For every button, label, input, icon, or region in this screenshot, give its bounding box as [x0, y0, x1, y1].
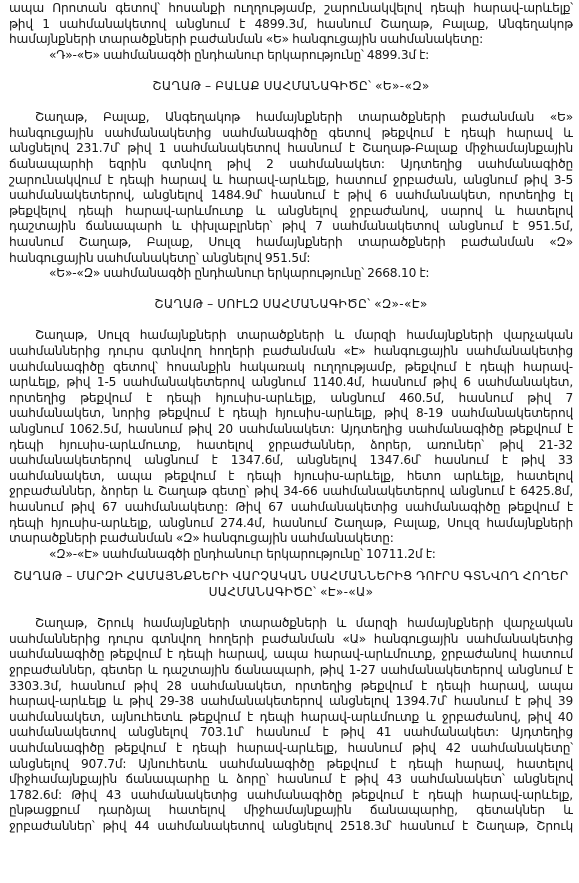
segment-total-line: «Ե»-«Զ» սահմանագծի ընդհանուր երկարությունը՝ 2668.10 է:: [49, 266, 430, 281]
text-line: համայնքների տարածքների բաժանման «Ե» հանգուցային սահմանակետը:: [9, 32, 484, 47]
text-line: արևելք, թիվ 1-5 սահմանակետերով անցնում 1140.4մ, հասնում թիվ 6 սահմանակետ,: [9, 375, 573, 390]
text-line: ջրբաժաններ, գետեր և դաշտային ճանապարհ, թիվ 1-27 սահմանակետերով անցնում է: [9, 662, 573, 677]
section-heading: ՇԱՂԱԹ – ՄԱՐԶԻ ՀԱՄԱՅՆՔՆԵՐԻ ՎԱՐՉԱԿԱՆ ՍԱՀՄԱՆՆԵՐԻՑ ԴՈՒՐՍ ԳՏՆՎՈՂ ՀՈՂԵՐ: [13, 569, 569, 584]
document-body: [9, 1, 573, 834]
text-line: սահմանակետ, նորից թեքվում է դեպի հյուսիս-արևելք, թիվ 8-19 սահմանակետերով: [9, 406, 573, 421]
text-line: շարունակվում է դեպի հարավ և հարավ-արևելք, հատում ջրբաժան, անցնում թիվ 3-5: [9, 172, 573, 187]
text-line: սահմանակետերով, անցնելով 1484.9մ՝ հասնում է թիվ 6 սահմանակետ, որտեղից էլ: [9, 188, 573, 203]
text-line: Շաղաթ, Բալաք, Անգեղակոթ համայնքների տարածքների բաժանման «Ե»: [35, 110, 573, 125]
text-line: ջրբաժաններ, ձորեր և Շաղաթ գետը՝ թիվ 34-66 սահմանակետերով անցնում է 6425.8մ,: [9, 484, 573, 499]
segment-total-line: «Զ»-«Է» սահմանագծի ընդհանուր երկարությունը՝ 10711.2մ է:: [49, 546, 436, 561]
text-line: ընթացքում դարձյալ հատելով միջհամայնքային ճանապարհը, գետակներ և: [9, 803, 573, 818]
text-line: որտեղից թեքվում է դեպի հյուսիս-արևելք, անցնում 460.5մ, հասնում թիվ 7: [9, 390, 573, 405]
section-heading: ՇԱՂԱԹ – ՍՈՒԼԶ ՍԱՀՄԱՆԱԳԻԾԸ՝ «Զ»-«Է»: [154, 297, 428, 312]
text-line: անցնելով 231.7մ՝ թիվ 1 սահմանակետով հասնում է Շաղաթ-Բալաք միջհամայնքային: [9, 141, 573, 156]
text-line: 1782.6մ: Թիվ 43 սահմանակետից սահմանագիծը թեքվում է դեպի հարավ-արևելք,: [9, 787, 573, 802]
text-line: սահմաններից դուրս գտնվող հողերի բաժանման «Ա» հանգուցային սահմանակետից: [9, 631, 573, 646]
section-heading-line-2: ՍԱՀՄԱՆԱԳԻԾԸ՝ «Է»-«Ա»: [208, 584, 374, 599]
text-line: ջրբաժաններ՝ թիվ 44 սահմանակետով անցնելով 2518.3մ՝ հասնում է Շաղաթ, Շրուկ: [9, 818, 573, 833]
text-line: թեքվելով դեպի հարավ-արևմուտք և անցնելով ջրբաժանով, սարով և հատելով: [9, 203, 573, 218]
text-line: Շաղաթ, Սուլզ համայնքների տարածքների և մարզի համայնքների վարչական: [35, 328, 573, 343]
text-line: սահմանակետերով անցնում է 1347.6մ, անցնելով 1347.6մ՝ հասնում է թիվ 33: [9, 453, 573, 468]
segment-total-line: «Դ»-«Ե» սահմանագծի ընդհանուր երկարությունը՝ 4899.3մ է:: [49, 47, 430, 62]
text-line: սահմանագիծը թեքվում է դեպի հարավ, ապա հարավ-արևմուտք, ջրբաժանով հատում: [9, 647, 573, 662]
text-line: ճանապարհի եզրին գտնվող թիվ 2 սահմանակետ: Այդտեղից սահմանագիծը: [9, 156, 573, 171]
text-line: հանգուցային սահմանակետը՝ անցնելով 951.5մ:: [9, 250, 311, 265]
text-line: հանգուցային սահմանակետից սահմանագիծը գետով թեքվում է դեպի հարավ և: [9, 125, 573, 140]
text-line: միջհամայնքային ճանապարհը և ձորը՝ հասնում է թիվ 43 սահմանակետ՝ անցնելով: [9, 772, 573, 787]
text-line: դեպի հյուսիս-արևմուտք, հատելով ջրբաժաններ, ձորեր, առուներ՝ թիվ 21-32: [9, 437, 573, 452]
text-line: անցնելով 907.7մ: Այնուհետև սահմանագիծը թեքվում է դեպի հարավ, հատելով: [9, 756, 573, 771]
text-line: սահմանագիծը գետով՝ հոսանքին հակառակ ուղղությամբ, թեքվում է դեպի հարավ-: [9, 359, 573, 374]
text-line: սահմանագիծը թեքվում է դեպի հարավ-արևելք, հասնում թիվ 42 սահմանակետը՝: [9, 740, 573, 755]
text-line: հասնում Շաղաթ, Բալաք, Սուլզ համայնքների տարածքների բաժանման «Զ»: [9, 234, 573, 249]
text-line: սահմանակետով անցնելով 703.1մ՝ հասնում է թիվ 41 սահմանակետ: Այդտեղից: [9, 725, 573, 740]
text-line: 3303.3մ, հասնում թիվ 28 սահմանակետ, որտեղից թեքվում է դեպի հարավ, ապա: [9, 678, 573, 693]
text-line: դեպի հյուսիս-արևելք, անցնում 274.4մ, հասնում Շաղաթ, Բալաք, Սուլզ համայնքների: [9, 515, 573, 530]
text-line: անցնում 1062.5մ, հասնում թիվ 20 սահմանակետ: Այդտեղից սահմանագիծը թեքվում է: [9, 422, 573, 437]
text-line: Շաղաթ, Շրուկ համայնքների տարածքների և մարզի համայնքների վարչական: [35, 616, 573, 631]
text-line: սահմանակետ, այնուհետև թեքվում է դեպի հարավ-արևմուտք և ջրբաժանով, թիվ 40: [9, 709, 573, 724]
text-line: թիվ 1 սահմանակետով անցնում է 4899.3մ, հասնում Շաղաթ, Բալաք, Անգեղակոթ: [9, 16, 573, 31]
text-line: հարավ-արևելք և թիվ 29-38 սահմանակետերով անցնելով 1394.7մ՝ հասնում է թիվ 39: [9, 694, 573, 709]
text-line: տարածքների բաժանման «Զ» հանգուցային սահմանակետը:: [9, 531, 394, 546]
section-heading: ՇԱՂԱԹ – ԲԱԼԱՔ ՍԱՀՄԱՆԱԳԻԾԸ՝ «Ե»-«Զ»: [152, 78, 430, 93]
text-line: հասնում թիվ 67 սահմանակետը: Թիվ 67 սահմանակետից սահմանագիծը թեքվում է: [9, 500, 573, 514]
text-line: սահմաններից դուրս գտնվող հողերի բաժանման «Է» հանգուցային սահմանակետից: [9, 344, 573, 359]
text-line: դաշտային ճանապարհ և փխլաբլրներ՝ թիվ 7 սահմանակետով անցնում է 951.5մ,: [9, 219, 573, 234]
text-line: սահմանակետ, ապա թեքվում է դեպի հյուսիս-արևելք, հետո արևելք, հատելով: [9, 468, 573, 483]
text-line: ապա Որոտան գետով՝ հոսանքի ուղղությամբ, շարունակվելով դեպի հարավ-արևելք՝: [9, 1, 573, 15]
